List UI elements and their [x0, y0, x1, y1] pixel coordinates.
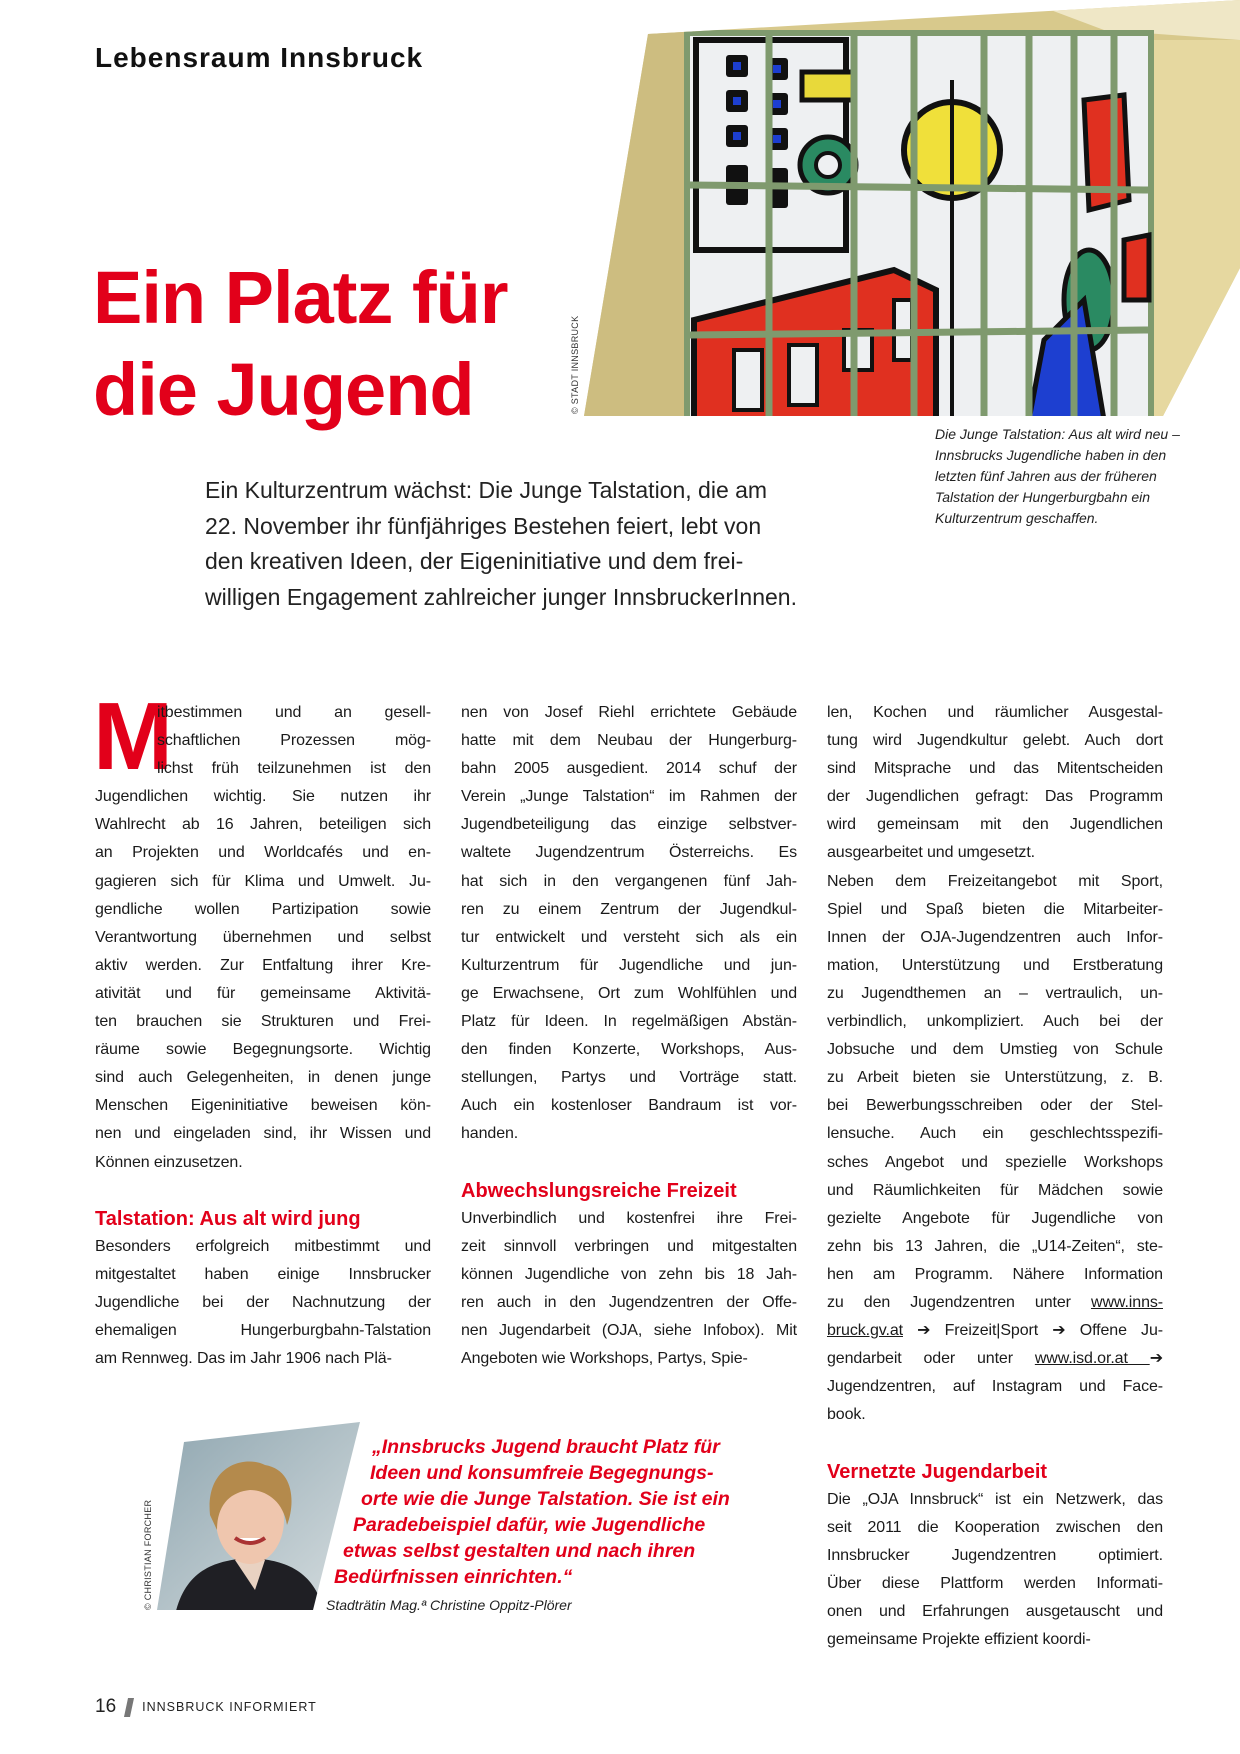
text-line: Jugendlichen wichtig. Sie nutzen ihr [95, 788, 431, 806]
text-line: tung wird Jugendkultur gelebt. Auch dort [827, 732, 1163, 750]
text-line: ausgearbeitet und umgesetzt. [827, 844, 1036, 862]
text-segment: zu den Jugendzentren unter [827, 1293, 1091, 1311]
title-line: Ein Platz für [93, 256, 508, 339]
title-line: die Jugend [93, 348, 474, 431]
text-line: onen und Erfahrungen ausgetauscht und [827, 1603, 1163, 1620]
quote-line: orte wie die Junge Talstation. Sie ist ein [361, 1488, 730, 1510]
text-line: itbestimmen und an gesell- [157, 704, 431, 721]
text-line: hen am Programm. Nähere Information [827, 1265, 1163, 1283]
publication-name: INNSBRUCK INFORMIERT [142, 1700, 317, 1714]
text-line: nen Jugendarbeit (OJA, siehe Infobox). Mit [461, 1322, 797, 1340]
quote-line: etwas selbst gestalten und nach ihren [343, 1540, 696, 1562]
section-heading: Abwechslungsreiche Freizeit [461, 1179, 737, 1202]
text-line: ren auch in den Jugendzentren der Offe- [461, 1293, 797, 1311]
quote-line: Bedürfnissen einrichten.“ [334, 1566, 573, 1588]
text-line: ge Erwachsene, Ort zum Wohlfühlen und [461, 984, 797, 1002]
text-line: Verantwortung übernehmen und selbst [95, 928, 431, 946]
text-line [827, 1317, 1163, 1345]
section-heading: Vernetzte Jugendarbeit [827, 1460, 1048, 1483]
web-link[interactable]: bruck.gv.at [827, 1322, 903, 1340]
text-line: Besonders erfolgreich mitbestimmt und [95, 1237, 431, 1255]
web-link[interactable]: www.isd.or.at [1034, 1350, 1150, 1368]
web-link[interactable]: www.inns- [1090, 1293, 1163, 1311]
quote-attribution: Stadträtin Mag.ª Christine Oppitz-Plörer [326, 1597, 572, 1613]
text-line: und Räumlichkeiten für Mädchen sowie [827, 1181, 1163, 1199]
text-line: gemeinsame Projekte effizient koordi- [827, 1631, 1091, 1649]
text-line [827, 1345, 1163, 1373]
lead-line: Ein Kulturzentrum wächst: Die Junge Talstation, die am [205, 477, 768, 503]
page-number: 16 [95, 1696, 117, 1717]
text-line: Kulturzentrum für Jugendliche und jun- [461, 956, 797, 974]
article-column-2 [461, 699, 797, 1373]
text-line: Platz für Ideen. In regelmäßigen Abstän- [461, 1013, 797, 1031]
text-line: waltete Jugendzentrum Österreichs. Es [461, 844, 797, 862]
text-line: Auch ein kostenloser Bandraum ist vor- [461, 1097, 797, 1115]
text-line: aktiv werden. Zur Entfaltung ihrer Kre- [95, 956, 431, 974]
caption-line: Talstation der Hungerburgbahn ein [935, 489, 1151, 505]
text-line: ativität und für gemeinsame Aktivitä- [95, 984, 431, 1002]
text-line: zeit sinnvoll verbringen und mitgestalten [461, 1237, 797, 1255]
text-line: gendliche wollen Partizipation sowie [95, 900, 431, 918]
text-line: wird gemeinsam mit den Jugendlichen [827, 816, 1163, 834]
text-line: sind auch Gelegenheiten, in denen junge [95, 1069, 431, 1087]
text-line: lichst früh teilzunehmen ist den [157, 760, 431, 778]
text-line: zehn bis 13 Jahren, die „U14-Zeiten“, ste- [827, 1237, 1163, 1255]
text-line: verbindlich, unkompliziert. Auch bei der [827, 1013, 1163, 1031]
text-line: Wahlrecht ab 16 Jahren, beteiligen sich [95, 816, 431, 834]
page-footer [95, 1695, 317, 1719]
text-line: Jugendzentren, auf Instagram und Face- [827, 1378, 1163, 1396]
text-line: seit 2011 die Kooperation zwischen den [827, 1518, 1163, 1536]
text-line: stellungen, Partys und Vorträge statt. [461, 1069, 797, 1087]
text-line: book. [827, 1406, 866, 1424]
caption-line: letzten fünf Jahren aus der früheren [935, 468, 1157, 484]
text-line: Unverbindlich und kostenfrei ihre Frei- [461, 1209, 797, 1227]
text-line: gezielte Angebote für Jugendliche von [827, 1209, 1163, 1227]
text-line: Können einzusetzen. [95, 1153, 243, 1171]
article-column-1 [95, 699, 431, 1373]
text-line: ren zu einem Zentrum der Jugendkul- [461, 900, 797, 918]
slash-divider-icon [124, 1698, 134, 1717]
lead-line: 22. November ihr fünfjähriges Bestehen feiert, lebt von [205, 512, 762, 539]
text-line: Menschen Eigeninitiative beweisen kön- [95, 1097, 431, 1115]
text-line: der Jugendlichen gefragt: Das Programm [827, 788, 1163, 806]
text-line: hat sich in den vergangenen fünf Jah- [461, 872, 797, 890]
text-line: sches Angebot und spezielle Workshops [827, 1153, 1163, 1171]
text-segment: gendarbeit oder unter [827, 1350, 1035, 1368]
text-segment: ➔ Freizeit|Sport ➔ Offene Ju- [902, 1322, 1163, 1340]
hero-photo-credit: © STADT INNSBRUCK [570, 315, 580, 414]
text-line: bahn 2005 ausgedient. 2014 schuf der [461, 760, 797, 778]
text-line: zu Arbeit bieten sie Unterstützung, z. B. [827, 1069, 1163, 1087]
text-segment: ➔ [1149, 1350, 1163, 1368]
text-line: hatte mit dem Neubau der Hungerburg- [461, 732, 797, 750]
text-line: Verein „Junge Talstation“ im Rahmen der [461, 788, 797, 806]
text-line: Innen der OJA-Jugendzentren auch Infor- [827, 928, 1163, 946]
page-title [93, 252, 508, 436]
text-line: Über diese Plattform werden Informati- [827, 1574, 1163, 1592]
text-line: Jugendbeteiligung das einzige selbstver- [461, 816, 797, 834]
text-line: den finden Konzerte, Workshops, Aus- [461, 1041, 797, 1059]
text-line: zu Jugendthemen an – vertraulich, un- [827, 984, 1163, 1002]
lead-line: willigen Engagement zahlreicher junger InnsbruckerInnen. [205, 583, 797, 610]
text-line: Spiel und Spaß bieten die Mitarbeiter- [827, 900, 1163, 918]
portrait-photo-credit: © CHRISTIAN FORCHER [143, 1499, 153, 1610]
text-line: schaftlichen Prozessen mög- [157, 732, 431, 750]
text-line: am Rennweg. Das im Jahr 1906 nach Plä- [95, 1350, 392, 1368]
text-line: Jugendliche bei der Nachnutzung der [95, 1293, 431, 1311]
caption-line: Kulturzentrum geschaffen. [935, 510, 1099, 526]
text-line: Innsbrucker Jugendzentren optimiert. [827, 1546, 1163, 1564]
lead-line: den kreativen Ideen, der Eigeninitiative und dem frei- [205, 548, 744, 574]
text-line: Die „OJA Innsbruck“ ist ein Netzwerk, das [827, 1490, 1163, 1508]
text-line: Jobsuche und dem Umstieg von Schule [827, 1041, 1163, 1059]
quote-line: Ideen und konsumfreie Begegnungs- [370, 1462, 714, 1484]
text-line: mitgestaltet haben einige Innsbrucker [95, 1265, 431, 1283]
photo-caption [935, 424, 1180, 529]
quote-line: „Innsbrucks Jugend braucht Platz für [372, 1436, 720, 1458]
drop-cap: M [93, 683, 173, 790]
caption-line: Die Junge Talstation: Aus alt wird neu – [935, 426, 1180, 442]
text-line: Angeboten wie Workshops, Partys, Spie- [461, 1350, 748, 1368]
text-line: sind Mitsprache und das Mitentscheiden [827, 760, 1163, 778]
text-line: an Projekten und Worldcafés und en- [95, 844, 431, 862]
text-line: tur entwickelt und versteht sich als ein [461, 928, 797, 946]
section-label: Lebensraum Innsbruck [95, 42, 424, 73]
text-line: bei Bewerbungsschreiben oder der Stel- [827, 1097, 1163, 1115]
text-line: lensuche. Auch ein geschlechtsspezifi- [827, 1125, 1163, 1143]
text-line: Neben dem Freizeitangebot mit Sport, [827, 872, 1163, 890]
text-line: gagieren sich für Klima und Umwelt. Ju- [95, 872, 431, 890]
text-line [827, 1289, 1163, 1317]
article-column-3 [827, 699, 1163, 1654]
text-line: ehemaligen Hungerburgbahn-Talstation [95, 1322, 431, 1340]
text-line: mation, Unterstützung und Erstberatung [827, 956, 1163, 974]
text-line: len, Kochen und räumlicher Ausgestal- [827, 704, 1163, 721]
hero-photo-stained-glass [584, 0, 1240, 420]
text-line: räume sowie Begegnungsorte. Wichtig [95, 1041, 431, 1059]
caption-line: Innsbrucks Jugendliche haben in den [935, 447, 1167, 463]
text-line: nen von Josef Riehl errichtete Gebäude [461, 704, 797, 721]
section-heading: Talstation: Aus alt wird jung [95, 1207, 361, 1230]
text-line: können Jugendliche von zehn bis 18 Jah- [461, 1265, 797, 1283]
text-line: ten brauchen sie Strukturen und Frei- [95, 1013, 431, 1031]
quote-line: Paradebeispiel dafür, wie Jugendliche [353, 1514, 706, 1536]
lead-paragraph [205, 473, 865, 615]
text-line: nen und eingeladen sind, ihr Wissen und [95, 1125, 431, 1143]
text-line: handen. [461, 1125, 519, 1143]
